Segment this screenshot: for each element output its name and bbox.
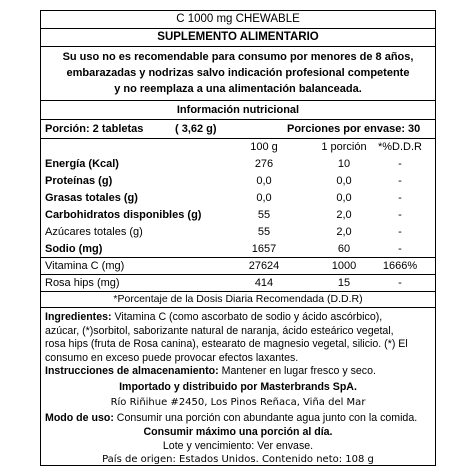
- nutrient-name: Rosa hips (mg): [45, 277, 120, 289]
- warning-line: embarazadas y nodrizas salvo indicación profesional competente: [66, 67, 410, 79]
- nutrient-value-100g: 276: [254, 158, 274, 170]
- nutrient-value-ddr: 1666%: [382, 260, 418, 272]
- nutrient-name: Azúcares totales (g): [45, 226, 143, 238]
- nutrient-value-100g: 55: [257, 226, 271, 238]
- nutrient-value-ddr: -: [398, 175, 402, 187]
- warning-line: y no reemplaza a una alimentación balanceada.: [114, 83, 362, 95]
- divider: [41, 257, 435, 258]
- nutrient-value-ddr: -: [398, 277, 402, 289]
- importer-line: Importado y distribuido por Masterbrands SpA.: [119, 381, 357, 393]
- ingredients-text: azúcar, (*)sorbitol, saborizante natural de naranja, ácido esteárico vegetal,: [45, 324, 394, 337]
- divider: [41, 28, 435, 29]
- max-dose-line: Consumir máximo una porción al día.: [143, 426, 333, 438]
- divider: [41, 274, 435, 275]
- nutrient-name: Energía (Kcal): [45, 158, 119, 170]
- warning-line: Su uso no es recomendable para consumo por menores de 8 años,: [62, 51, 414, 63]
- storage-text: Mantener en lugar fresco y seco.: [218, 365, 376, 377]
- nutrient-value-100g: 414: [254, 277, 274, 289]
- nutrient-name: Sodio (mg): [45, 243, 103, 255]
- usage-text: Consumir una porción con abundante agua junto con la comida.: [113, 412, 418, 424]
- nutrition-label: [40, 10, 436, 466]
- nutrient-name: Vitamina C (mg): [45, 260, 125, 272]
- nutrient-name: Proteínas (g): [45, 175, 113, 187]
- divider: [41, 100, 435, 101]
- portion-label: Porción: 2 tabletas: [45, 123, 144, 135]
- nutrient-value-portion: 0,0: [336, 192, 352, 204]
- nutrient-value-portion: 2,0: [336, 226, 352, 238]
- column-portion: 1 porción: [321, 141, 367, 153]
- nutrient-name: Carbohidratos disponibles (g): [45, 209, 202, 221]
- column-ddr: *%D.D.R: [377, 141, 422, 153]
- divider: [41, 307, 435, 308]
- nutrient-value-ddr: -: [398, 158, 402, 170]
- nutrient-value-portion: 1000: [331, 260, 357, 272]
- column-100g: 100 g: [250, 141, 278, 153]
- nutrient-value-100g: 1657: [251, 243, 277, 255]
- lot-expiry-line: Lote y vencimiento: Ver envase.: [162, 440, 314, 452]
- servings-per-container: Porciones por envase: 30: [287, 123, 421, 135]
- nutrient-value-ddr: -: [398, 243, 402, 255]
- nutrient-value-100g: 55: [257, 209, 271, 221]
- usage-line: [45, 412, 417, 425]
- nutrient-value-ddr: -: [398, 226, 402, 238]
- importer-address: Río Riñihue #2450, Los Pinos Reñaca, Viña del Mar: [110, 397, 366, 408]
- ddr-footnote: *Porcentaje de la Dosis Diaria Recomendada (D.D.R): [113, 293, 363, 305]
- portion-weight: ( 3,62 g): [175, 123, 217, 135]
- ingredients-text: Vitamina C (como ascorbato de sodio y ácido ascórbico),: [111, 311, 383, 323]
- nutrient-value-portion: 0,0: [336, 175, 352, 187]
- divider: [41, 291, 435, 292]
- nutrient-value-portion: 15: [337, 277, 351, 289]
- nutrition-header: Información nutricional: [176, 104, 300, 116]
- product-title: C 1000 mg CHEWABLE: [176, 13, 300, 25]
- ingredients-text: rosa hips (fruta de Rosa canina), estearato de magnesio vegetal, silicio. (*) El: [45, 338, 408, 350]
- nutrient-name: Grasas totales (g): [45, 192, 138, 204]
- ingredients-text: consumo en exceso puede provocar efectos laxantes.: [45, 351, 299, 364]
- divider: [41, 119, 435, 120]
- divider: [41, 46, 435, 47]
- nutrient-value-100g: 0,0: [256, 175, 272, 187]
- nutrient-value-ddr: -: [398, 192, 402, 204]
- nutrient-value-portion: 10: [337, 158, 351, 170]
- nutrient-value-ddr: -: [398, 209, 402, 221]
- divider: [41, 138, 435, 139]
- nutrient-value-portion: 2,0: [336, 209, 352, 221]
- usage-label: Modo de uso:: [45, 412, 114, 424]
- ingredients-block: [45, 311, 433, 379]
- nutrient-value-100g: 27624: [248, 260, 280, 272]
- storage-label: Instrucciones de almacenamiento:: [45, 365, 219, 377]
- nutrient-value-portion: 60: [337, 243, 351, 255]
- product-subtitle: SUPLEMENTO ALIMENTARIO: [157, 31, 319, 43]
- ingredients-label: Ingredientes:: [45, 311, 112, 323]
- nutrient-value-100g: 0,0: [256, 192, 272, 204]
- origin-content-line: País de origen: Estados Unidos. Contenido neto: 108 g: [102, 454, 374, 465]
